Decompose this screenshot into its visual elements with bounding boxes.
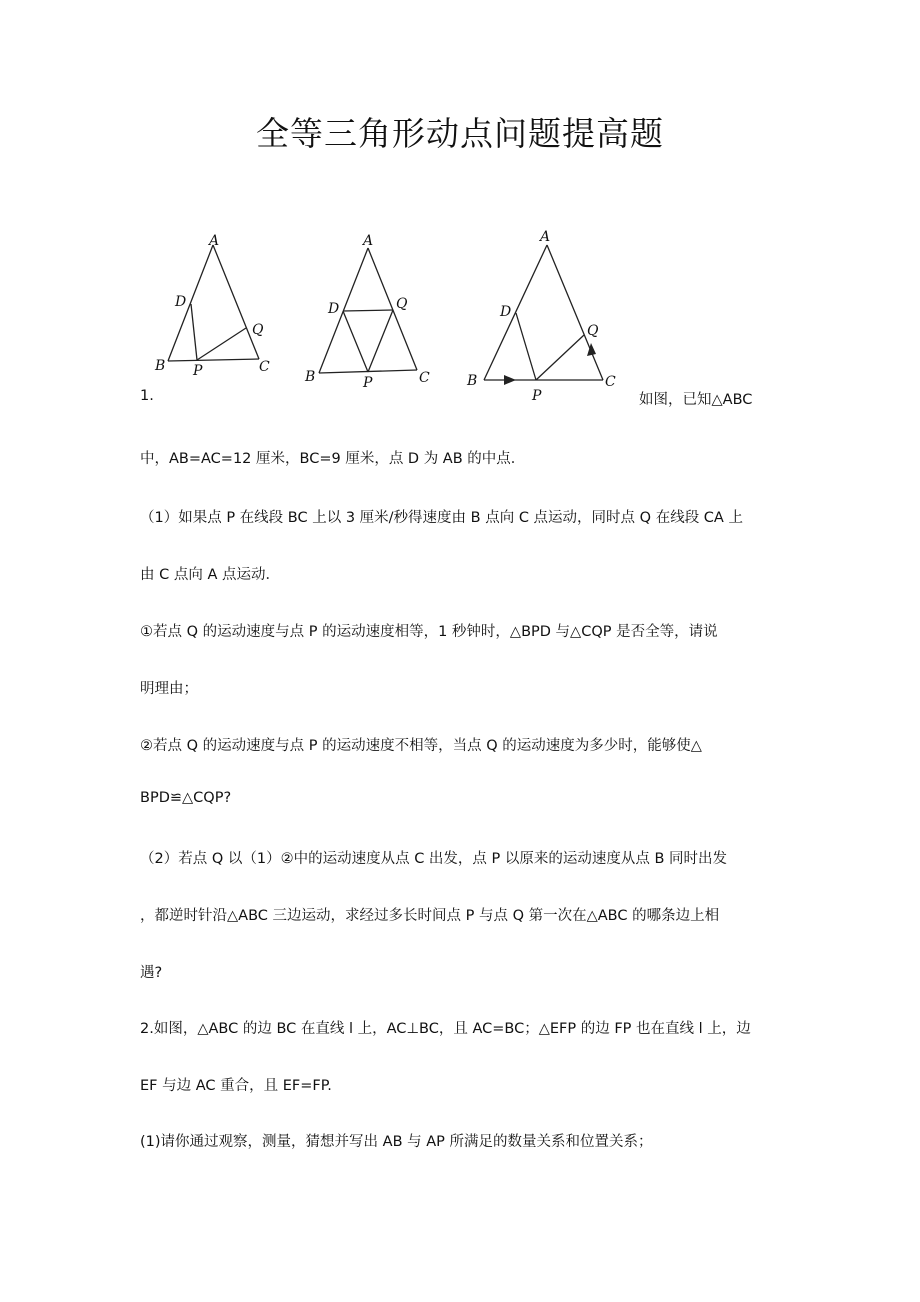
label-q: Q <box>252 322 264 338</box>
label-b: B <box>305 369 316 385</box>
label-c: C <box>605 374 616 390</box>
label-c: C <box>419 370 430 386</box>
label-d: D <box>500 304 512 320</box>
label-a: A <box>540 229 551 245</box>
problem-1-line-1: 中，AB=AC=12 厘米，BC=9 厘米，点 D 为 AB 的中点． <box>140 451 526 467</box>
problem-1-line-10: 遇? <box>140 965 163 981</box>
problem-1-line-7: BPD≌△CQP? <box>140 790 232 806</box>
problem-1-intro: 如图，已知△ABC <box>639 392 753 408</box>
label-q: Q <box>587 323 599 339</box>
label-b: B <box>155 358 166 374</box>
label-p: P <box>193 363 203 378</box>
problem-1-line-6: ②若点 Q 的运动速度与点 P 的运动速度不相等，当点 Q 的运动速度为多少时，能够使△ <box>140 738 702 754</box>
label-p: P <box>532 388 542 404</box>
problem-1-line-5: 明理由； <box>140 681 198 697</box>
problem-1-number: 1. <box>140 388 154 404</box>
problem-1-line-3: 由 C 点向 A 点运动． <box>140 567 280 583</box>
label-b: B <box>467 373 478 389</box>
label-q: Q <box>396 296 408 312</box>
problem-1-line-2: （1）如果点 P 在线段 BC 上以 3 厘米/秒得速度由 B 点向 C 点运动，同时点 Q 在线段 CA 上 <box>140 510 743 526</box>
label-d: D <box>328 301 340 317</box>
label-a: A <box>209 233 220 249</box>
arrow-right-icon <box>504 375 516 385</box>
problem-1-line-9: ，都逆时针沿△ABC 三边运动，求经过多长时间点 P 与点 Q 第一次在△ABC 的哪条边上相 <box>140 908 720 924</box>
label-d: D <box>175 294 187 310</box>
figure-1 <box>145 228 285 378</box>
problem-2-line-2: EF 与边 AC 重合，且 EF=FP. <box>140 1078 332 1094</box>
problem-1-line-4: ①若点 Q 的运动速度与点 P 的运动速度相等，1 秒钟时，△BPD 与△CQP 是否全等，请说 <box>140 624 718 640</box>
label-a: A <box>363 233 374 249</box>
problem-2-line-3: (1)请你通过观察，测量，猜想并写出 AB 与 AP 所满足的数量关系和位置关系； <box>140 1134 653 1150</box>
label-p: P <box>363 375 373 391</box>
label-c: C <box>259 359 270 375</box>
figure-3 <box>460 225 625 407</box>
page-title: 全等三角形动点问题提高题 <box>256 114 664 153</box>
problem-1-line-8: （2）若点 Q 以（1）②中的运动速度从点 C 出发，点 P 以原来的运动速度从点 B 同时出发 <box>140 851 728 867</box>
figure-2 <box>295 228 445 393</box>
problem-2-line-1: 2.如图，△ABC 的边 BC 在直线 l 上，AC⊥BC，且 AC=BC；△EFP 的边 FP 也在直线 l 上，边 <box>140 1021 751 1037</box>
